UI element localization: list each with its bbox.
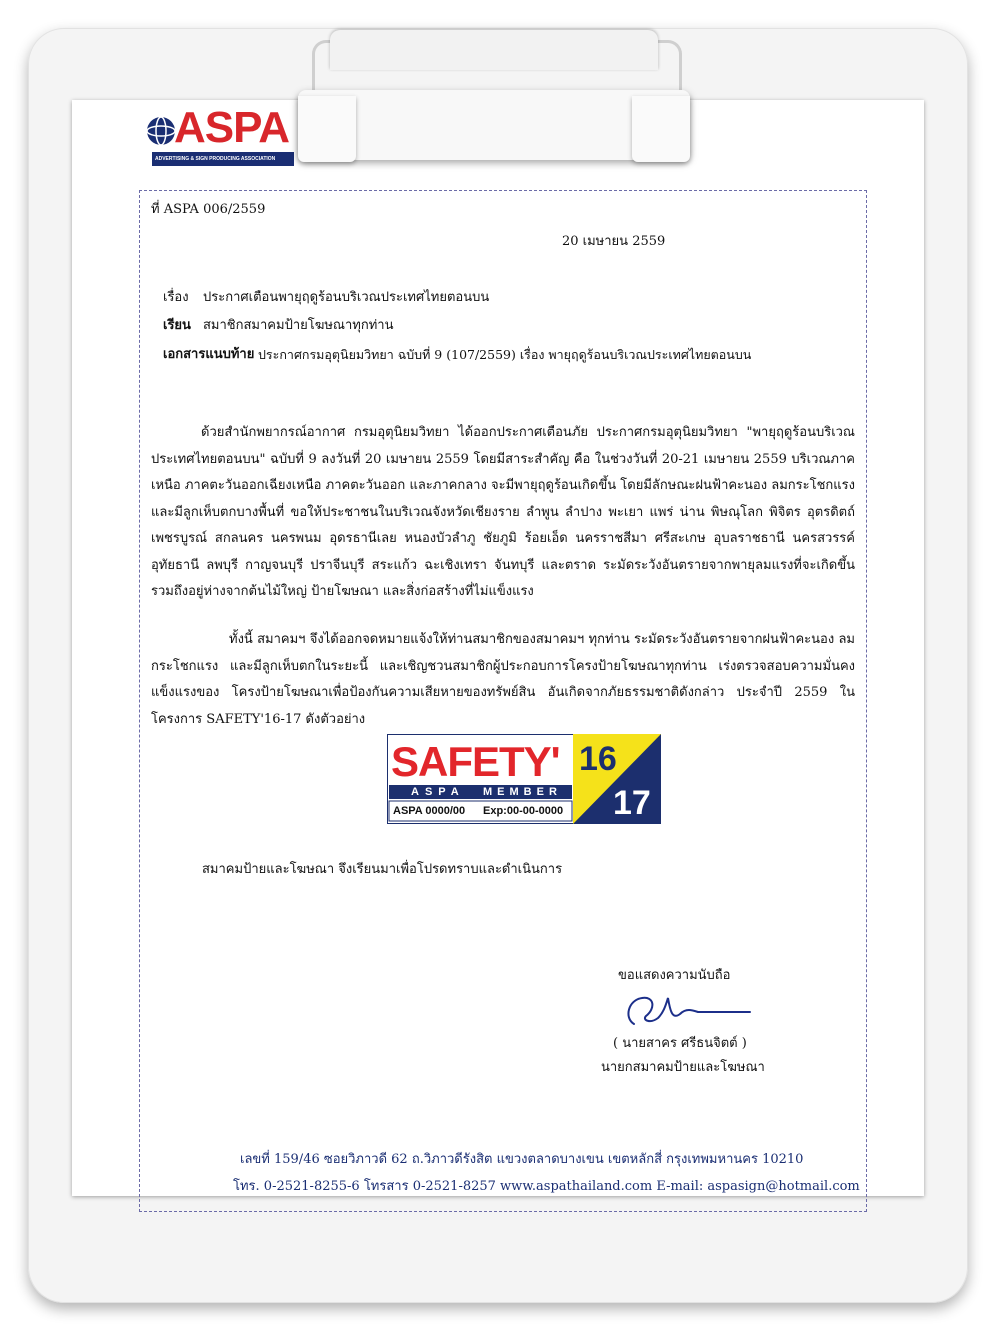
- signer-name: ( นายสาคร ศรีธนจิตต์ ): [613, 1036, 747, 1051]
- logo-tagline: ADVERTISING & SIGN PRODUCING ASSOCIATION: [155, 156, 276, 162]
- regards-text: ขอแสดงความนับถือ: [618, 968, 731, 983]
- clip-foot-left: [298, 96, 356, 162]
- badge-band-left: ASPA: [411, 786, 465, 798]
- reference-number: ที่ ASPA 006/2559: [151, 202, 266, 217]
- globe-icon: [144, 114, 178, 148]
- badge-year-top: 16: [579, 740, 617, 778]
- closing-line: สมาคมป้ายและโฆษณา จึงเรียนมาเพื่อโปรดทราบและดำเนินการ: [202, 862, 563, 877]
- body-paragraph-1: ด้วยสำนักพยากรณ์อากาศ กรมอุตุนิยมวิทยา ได้ออกประกาศเตือนภัย ประกาศกรมอุตุนิยมวิทยา "พายุฤดูร้อนบริเวณประเทศไทยตอนบน" ฉบับที่ 9 ลงวันที่ 20 เมษายน 2559 โดยมีสาระสำคัญ คือ ในช่วงวันที่ 20-21 เมษายน 2559 บริเวณภาคเหนือ ภาคตะวันออกเฉียงเหนือ ภาคตะวันออก และภาคกลาง จะมีพายุฤดูร้อนเกิดขึ้น โดยมีลักษณะฝนฟ้าคะนอง ลมกระโชกแรง และมีลูกเห็บตกบางพื้นที่ ขอให้ประชาชนในบริเวณจังหวัดเชียงราย ลำพูน ลำปาง พะเยา แพร่ น่าน พิษณุโลก พิจิตร อุตรดิตถ์ เพชรบูรณ์ สกลนคร นครพนม อุดรธานีเลย หนองบัวลำภู ชัยภูมิ ร้อยเอ็ด นครราชสีมา ศรีสะเกษ อุบลราชธานี นครสวรรค์ อุทัยธานี ลพบุรี กาญจนบุรี ปราจีนบุรี สระแก้ว ฉะเชิงเทรา จันทบุรี และตราด ระมัดระวังอันตรายจากพายุลมแรงที่จะเกิดขึ้น รวมถึงอยู่ห่างจากต้นไม้ใหญ่ ป้ายโฆษณา และสิ่งก่อสร้างที่ไม่แข็งแรง: [151, 425, 855, 599]
- aspa-logo: [144, 104, 294, 168]
- signer-title: นายกสมาคมป้ายและโฆษณา: [601, 1060, 765, 1075]
- clip-wire: [330, 30, 658, 70]
- subject-label: เรื่อง: [163, 290, 189, 305]
- footer-address: เลขที่ 159/46 ซอยวิภาวดี 62 ถ.วิภาวดีรังสิต แขวงตลาดบางเขน เขตหลักสี่ กรุงเทพมหานคร 10210: [240, 1152, 804, 1167]
- signature-mark: [620, 988, 760, 1036]
- clip-foot-right: [632, 96, 690, 162]
- subject-text: ประกาศเตือนพายุฤดูร้อนบริเวณประเทศไทยตอนบน: [203, 290, 490, 305]
- logo-tagline-bar: [152, 152, 294, 166]
- safety-member-badge: [387, 734, 661, 824]
- badge-expiry: Exp:00-00-0000: [483, 805, 564, 817]
- letter-date: 20 เมษายน 2559: [562, 234, 666, 249]
- attachment-label: เอกสารแนบท้าย: [163, 347, 255, 362]
- to-label: เรียน: [163, 318, 191, 333]
- footer-contact: โทร. 0-2521-8255-6 โทรสาร 0-2521-8257 www.aspathailand.com E-mail: aspasign@hotmail.com: [233, 1179, 860, 1194]
- badge-year-bottom: 17: [613, 784, 651, 822]
- safety-word: SAFETY': [391, 738, 560, 785]
- attachment-text: ประกาศกรมอุตุนิยมวิทยา ฉบับที่ 9 (107/2559) เรื่อง พายุฤดูร้อนบริเวณประเทศไทยตอนบน: [258, 347, 752, 362]
- badge-band-right: MEMBER: [483, 786, 562, 798]
- badge-member-number: ASPA 0000/00: [393, 805, 466, 817]
- body-paragraph-2: ทั้งนี้ สมาคมฯ จึงได้ออกจดหมายแจ้งให้ท่านสมาชิกของสมาคมฯ ทุกท่าน ระมัดระวังอันตรายจากฝนฟ้าคะนอง ลมกระโชกแรง และมีลูกเห็บตกในระยะนี้ และเชิญชวนสมาชิกผู้ประกอบการโครงป้ายโฆษณาทุกท่าน เร่งตรวจสอบความมั่นคงแข็งแรงของ โครงป้ายโฆษณาเพื่อป้องกันความเสียหายของทรัพย์สิน อันเกิดจากภัยธรรมชาติดังกล่าว ประจำปี 2559 ในโครงการ SAFETY'16-17 ดังตัวอย่าง: [151, 632, 855, 727]
- to-text: สมาชิกสมาคมป้ายโฆษณาทุกท่าน: [203, 318, 394, 333]
- logo-wordmark: ASPA: [174, 103, 289, 152]
